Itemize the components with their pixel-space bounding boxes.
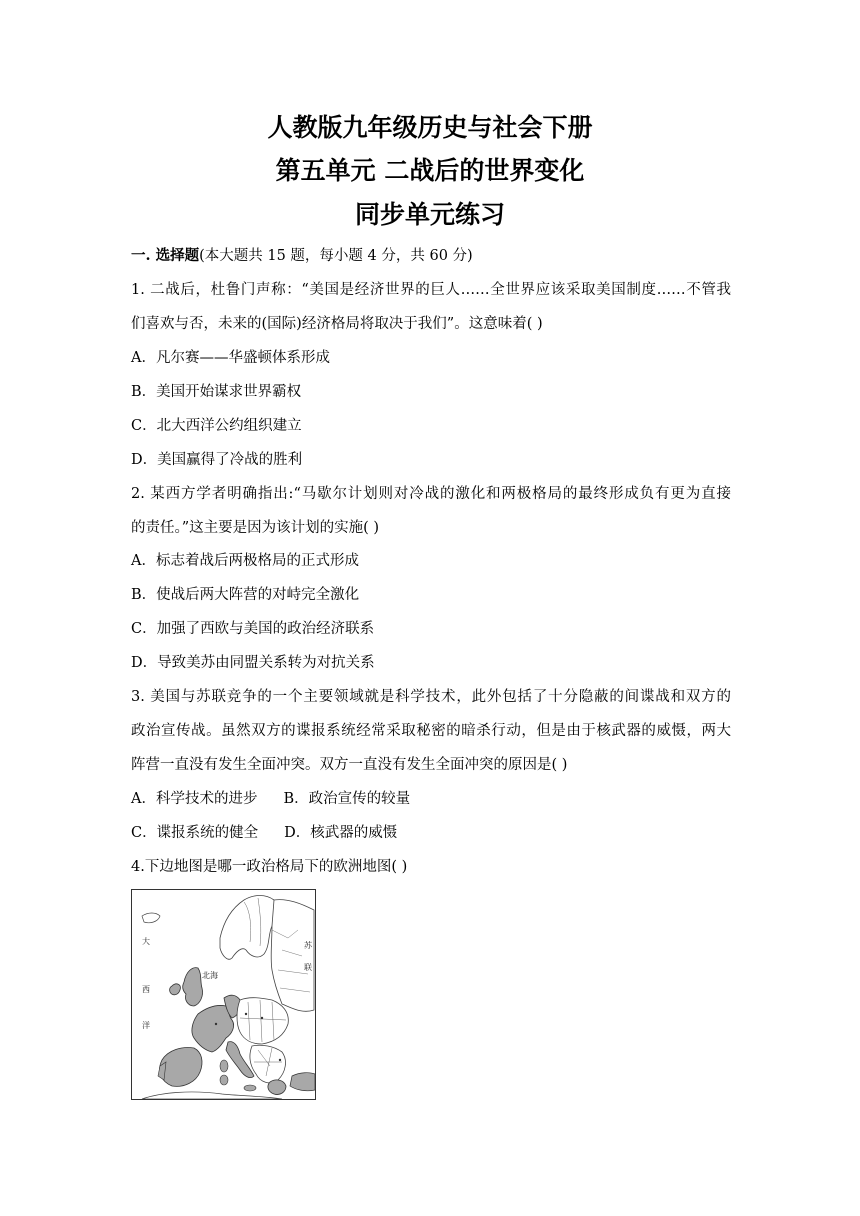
map-label-north-sea: 北海 xyxy=(202,971,218,980)
question-1-option-c: C．北大西洋公约组织建立 xyxy=(131,418,302,434)
question-3-option-b: B．政治宣传的较量 xyxy=(283,791,411,807)
question-2-option-a: A．标志着战后两极格局的正式形成 xyxy=(131,553,359,569)
question-1-option-b: B．美国开始谋求世界霸权 xyxy=(131,384,302,400)
map-label-atlantic-2: 西 xyxy=(142,985,150,994)
question-3-options-row-2 xyxy=(131,823,731,843)
question-2-option-b: B．使战后两大阵营的对峙完全激化 xyxy=(131,587,360,603)
map-label-atlantic-3: 洋 xyxy=(142,1021,150,1030)
europe-map-drawing xyxy=(132,890,315,1099)
map-label-atlantic-1: 大 xyxy=(142,937,150,946)
question-3-stem-line-3: 阵营一直没有发生全面冲突。双方一直没有发生全面冲突的原因是( ) xyxy=(131,757,568,773)
section-note: (本大题共 15 题，每小题 4 分，共 60 分) xyxy=(199,248,473,264)
question-1-option-a: A．凡尔赛——华盛顿体系形成 xyxy=(131,350,330,366)
map-label-ussr-2: 联 xyxy=(304,963,312,972)
section-label: 一. 选择题 xyxy=(131,247,200,264)
question-3-option-d: D．核武器的威慑 xyxy=(284,825,398,841)
question-2-option-d: D．导致美苏由同盟关系转为对抗关系 xyxy=(131,655,375,671)
section-heading xyxy=(131,246,731,266)
question-1-stem-line-1: 1. 二战后，杜鲁门声称：“美国是经济世界的巨人……全世界应该采取美国制度……不管我 xyxy=(131,282,731,298)
question-4-stem: 4.下边地图是哪一政治格局下的欧洲地图( ) xyxy=(131,859,408,875)
exercise-title: 同步单元练习 xyxy=(354,200,505,229)
question-1-stem-line-2: 们喜欢与否，未来的(国际)经济格局将取决于我们”。这意味着( ) xyxy=(131,316,543,332)
question-1-option-d: D．美国赢得了冷战的胜利 xyxy=(131,452,303,468)
question-3-option-c: C．谍报系统的健全 xyxy=(131,825,259,841)
question-2-stem-line-1: 2. 某西方学者明确指出:“马歇尔计划则对冷战的激化和两极格局的最终形成负有更为直接 xyxy=(131,486,731,502)
question-3-options-row-1 xyxy=(131,789,731,809)
question-3-option-a: A．科学技术的进步 xyxy=(131,791,258,807)
question-3-stem-line-1: 3. 美国与苏联竞争的一个主要领域就是科学技术，此外包括了十分隐蔽的间谍战和双方的 xyxy=(131,689,731,705)
question-3-stem-line-2: 政治宣传战。虽然双方的谍报系统经常采取秘密的暗杀行动，但是由于核武器的威慑，两大 xyxy=(131,723,731,739)
question-2-stem-line-2: 的责任。”这主要是因为该计划的实施( ) xyxy=(131,520,380,536)
question-2-option-c: C．加强了西欧与美国的政治经济联系 xyxy=(131,621,375,637)
europe-map-figure xyxy=(131,889,316,1100)
page-title: 人教版九年级历史与社会下册 xyxy=(267,113,593,142)
map-label-ussr-1: 苏 xyxy=(304,941,312,950)
unit-title: 第五单元 二战后的世界变化 xyxy=(275,156,585,185)
